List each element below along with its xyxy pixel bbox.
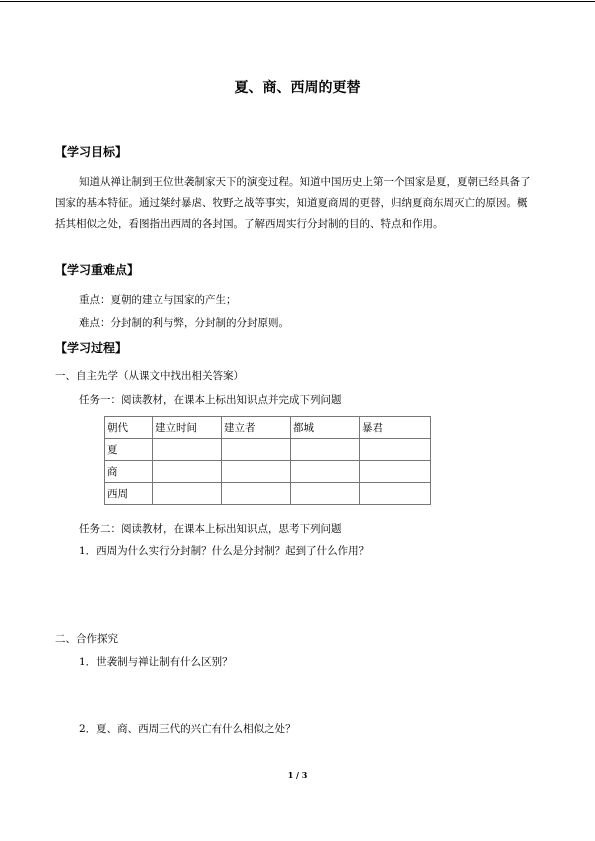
table-header-cell: 朝代 <box>105 417 153 439</box>
question-3: 2．夏、商、西周三代的兴亡有什么相似之处？ <box>79 723 296 735</box>
question-1: 1．西周为什么实行分封制？什么是分封制？起到了什么作用？ <box>79 545 370 557</box>
table-cell <box>153 439 222 461</box>
task2-text: 任务二：阅读教材，在课本上标出知识点，思考下列问题 <box>79 523 342 535</box>
table-header-cell: 都城 <box>291 417 360 439</box>
goals-paragraph: 知道从禅让制到王位世袭制家天下的演变过程。知道中国历史上第一个国家是夏，夏朝已经具备了国家的基本特征。通过桀纣暴虐、牧野之战等事实，知道夏商周的更替，归纳夏商东周灭亡的原因。概括其相似之处，看图指出西周的各封国。了解西周实行分封制的目的、特点和作用。 <box>55 176 531 230</box>
task1-text: 任务一：阅读教材，在课本上标出知识点并完成下列问题 <box>79 394 342 406</box>
table-cell <box>153 461 222 483</box>
table-cell: 商 <box>105 461 153 483</box>
table-cell <box>360 461 431 483</box>
difficult-point-text: 难点：分封制的利与弊，分封制的分封原则。 <box>79 317 289 329</box>
table-row <box>105 461 431 483</box>
process-heading: 【学习过程】 <box>55 341 128 355</box>
question-2: 1．世袭制与禅让制有什么区别？ <box>79 656 233 668</box>
key-point-text: 重点：夏朝的建立与国家的产生； <box>79 294 237 306</box>
table-cell <box>222 461 291 483</box>
table-cell: 西周 <box>105 483 153 505</box>
page-title: 夏、商、西周的更替 <box>234 80 361 96</box>
table-cell <box>360 439 431 461</box>
goals-heading: 【学习目标】 <box>55 145 128 159</box>
table-header-cell: 建立时间 <box>153 417 222 439</box>
table-row <box>105 483 431 505</box>
table-cell: 夏 <box>105 439 153 461</box>
table-cell <box>291 439 360 461</box>
dynasty-table <box>104 416 431 505</box>
page-number: 1 / 3 <box>287 770 308 780</box>
table-cell <box>291 461 360 483</box>
table-header-cell: 暴君 <box>360 417 431 439</box>
part2-label: 二、合作探究 <box>55 633 118 645</box>
table-row <box>105 439 431 461</box>
table-cell <box>291 483 360 505</box>
table-cell <box>153 483 222 505</box>
table-header-cell: 建立者 <box>222 417 291 439</box>
key-points-heading: 【学习重难点】 <box>55 263 140 277</box>
table-cell <box>222 439 291 461</box>
top-border-line <box>0 1 595 2</box>
table-cell <box>222 483 291 505</box>
table-cell <box>360 483 431 505</box>
table-header-row <box>105 417 431 439</box>
part1-label: 一、自主先学（从课文中找出相关答案） <box>55 370 244 382</box>
